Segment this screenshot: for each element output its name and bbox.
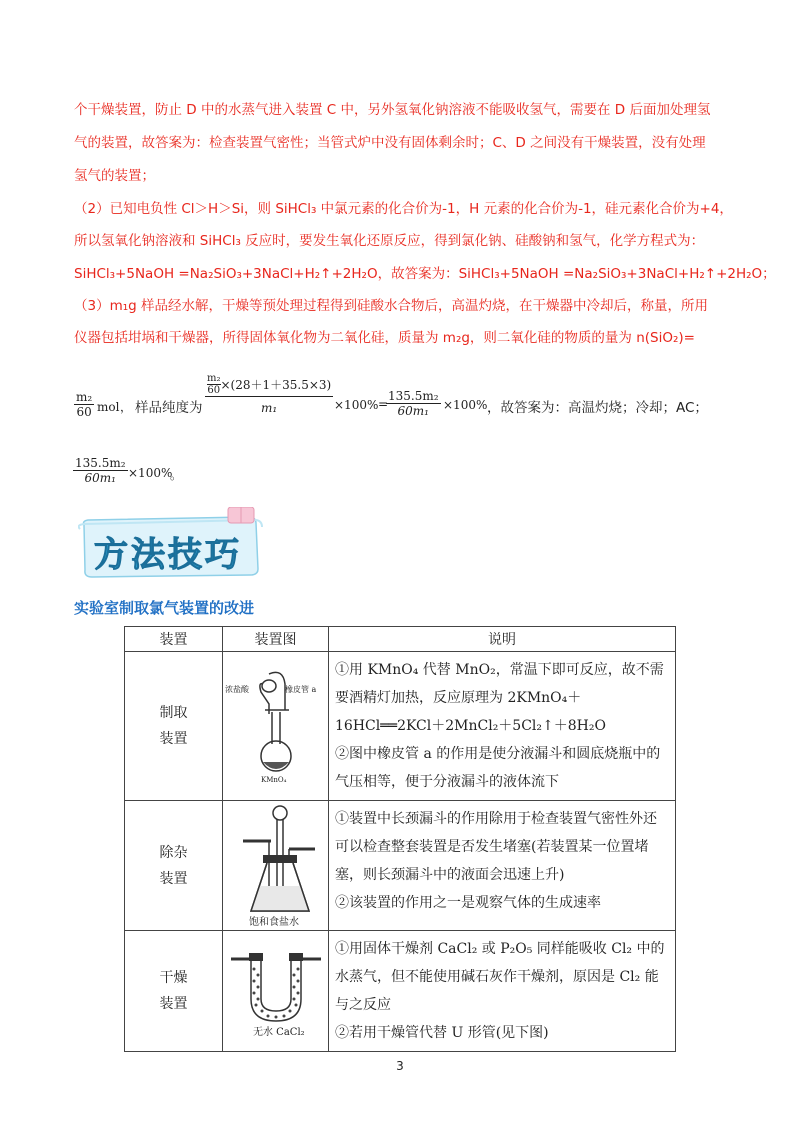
times-100-percent-2: ×100% (443, 398, 488, 412)
times-100-percent-1: ×100% (334, 398, 379, 412)
section-heading: 实验室制取氯气装置的改进 (74, 599, 255, 617)
mol-unit: mol (97, 400, 120, 414)
answer-tail: ，故答案为：高温灼烧；冷却；AC； (487, 400, 708, 416)
answer-line-6: SiHCl₃+5NaOH =Na₂SiO₃+3NaCl+H₂↑+2H₂O，故答案为：SiHCl₃+5NaOH =Na₂SiO₃+3NaCl+H₂↑+2H₂O； (74, 266, 776, 282)
comma-1: ， (120, 400, 133, 414)
big-fraction-numerator (205, 373, 333, 396)
answer-line-3: 氢气的装置； (74, 168, 155, 184)
figure-label-hcl: 浓盐酸 (225, 684, 249, 694)
description-cell (329, 652, 676, 801)
device-name-line: 装置 (159, 870, 188, 887)
period: 。 (170, 468, 183, 482)
header-figure: 装置图 (223, 627, 329, 652)
figure-cell (223, 801, 329, 931)
description-cell (329, 801, 676, 931)
purity-big-fraction (205, 373, 333, 415)
answer-line-2: 气的装置，故答案为：检查装置气密性；当管式炉中没有固体剩余时；C、D 之间没有干燥装置，没有处理 (74, 135, 706, 151)
final-numerator: 135.5m₂ (75, 456, 126, 470)
final-denominator: 60m₁ (73, 470, 128, 485)
figure-label-kmno4: KMnO₄ (261, 775, 287, 784)
inner-numerator: m₂ (207, 373, 221, 384)
device-name-cell (125, 652, 223, 801)
figure-label-brine: 饱和食盐水 (249, 917, 299, 928)
washing-bottle-drawing (223, 801, 328, 930)
device-name-line: 除杂 (159, 844, 188, 861)
fraction-denominator: 60 (74, 404, 94, 419)
table-header-row (125, 627, 676, 652)
table-row (125, 652, 676, 801)
page-number: 3 (396, 1059, 404, 1073)
description-line: ②图中橡皮管 a 的作用是使分液漏斗和圆底烧瓶中的气压相等，便于分液漏斗的液体流下 (335, 746, 661, 790)
figure-cell (223, 652, 329, 801)
washing-bottle-figure (223, 801, 328, 930)
equals-sign: = (378, 397, 389, 411)
figure-cell (223, 931, 329, 1052)
final-fraction (73, 456, 128, 485)
banner-title: 方法技巧 (94, 535, 242, 575)
simplified-fraction (386, 389, 441, 418)
figure-label-rubber-tube: 橡皮管 a (285, 684, 317, 694)
answer-line-4: （2）已知电负性 Cl＞H＞Si，则 SiHCl₃ 中氯元素的化合价为-1，H 元素的化合价为-1，硅元素化合价为+4， (74, 201, 733, 217)
big-fraction-denominator: m₁ (205, 396, 333, 415)
device-table (124, 626, 676, 1052)
method-tips-banner (78, 507, 274, 583)
answer-line-8: 仪器包括坩埚和干燥器，所得固体氧化物为二氧化硅，质量为 m₂g，则二氧化硅的物质的量为 n(SiO₂)= (74, 330, 695, 346)
device-name-line: 装置 (159, 731, 188, 747)
figure-label-cacl2: 无水 CaCl₂ (253, 1027, 305, 1038)
description-line: ②若用干燥管代替 U 形管(见下图) (335, 1025, 549, 1041)
description-line: ①用固体干燥剂 CaCl₂ 或 P₂O₅ 同样能吸收 Cl₂ 中的水蒸气，但不能使用碱石灰作干燥剂，原因是 Cl₂ 能与之反应 (335, 941, 665, 1013)
flask-drawing (223, 664, 328, 789)
description-line: ①用 KMnO₄ 代替 MnO₂，常温下即可反应，故不需要酒精灯加热，反应原理为 2KMnO₄＋16HCl══2KCl＋2MnCl₂＋5Cl₂↑＋8H₂O (335, 662, 664, 734)
fraction-numerator: m₂ (76, 390, 93, 404)
device-name-line: 干燥 (159, 970, 188, 986)
u-tube-figure (223, 939, 328, 1043)
simplified-denominator: 60m₁ (386, 403, 441, 418)
device-name-line: 制取 (159, 705, 188, 721)
answer-line-7: （3）m₁g 样品经水解，干燥等预处理过程得到硅酸水合物后，高温灼烧，在干燥器中冷却后，称量，所用 (74, 298, 709, 314)
device-name-cell (125, 931, 223, 1052)
table-row (125, 931, 676, 1052)
description-line: ①装置中长颈漏斗的作用除用于检查装置气密性外还可以检查整套装置是否发生堵塞(若装置某一位置堵塞，则长颈漏斗中的液面会迅速上升) (335, 811, 657, 883)
purity-label: 样品纯度为 (135, 400, 203, 416)
header-device: 装置 (125, 627, 223, 652)
device-name-cell (125, 801, 223, 931)
description-line: ②该装置的作用之一是观察气体的生成速率 (335, 895, 601, 911)
molar-mass-expression: ×(28＋1＋35.5×3) (220, 378, 332, 392)
times-100-percent-3: ×100% (128, 466, 173, 480)
device-name-line: 装置 (159, 996, 188, 1012)
answer-line-5: 所以氢氧化钠溶液和 SiHCl₃ 反应时，要发生氧化还原反应，得到氯化钠、硅酸钠和氢气，化学方程式为： (74, 233, 705, 249)
simplified-numerator: 135.5m₂ (388, 389, 439, 403)
table-row (125, 801, 676, 931)
flask-apparatus-figure (223, 664, 328, 789)
header-description: 说明 (329, 627, 676, 652)
fraction-m2-over-60 (74, 390, 94, 419)
answer-line-1: 个干燥装置，防止 D 中的水蒸气进入装置 C 中，另外氢氧化钠溶液不能吸收氢气，需要在 D 后面加处理氢 (74, 102, 711, 118)
inner-denominator: 60 (207, 385, 221, 396)
description-cell (329, 931, 676, 1052)
